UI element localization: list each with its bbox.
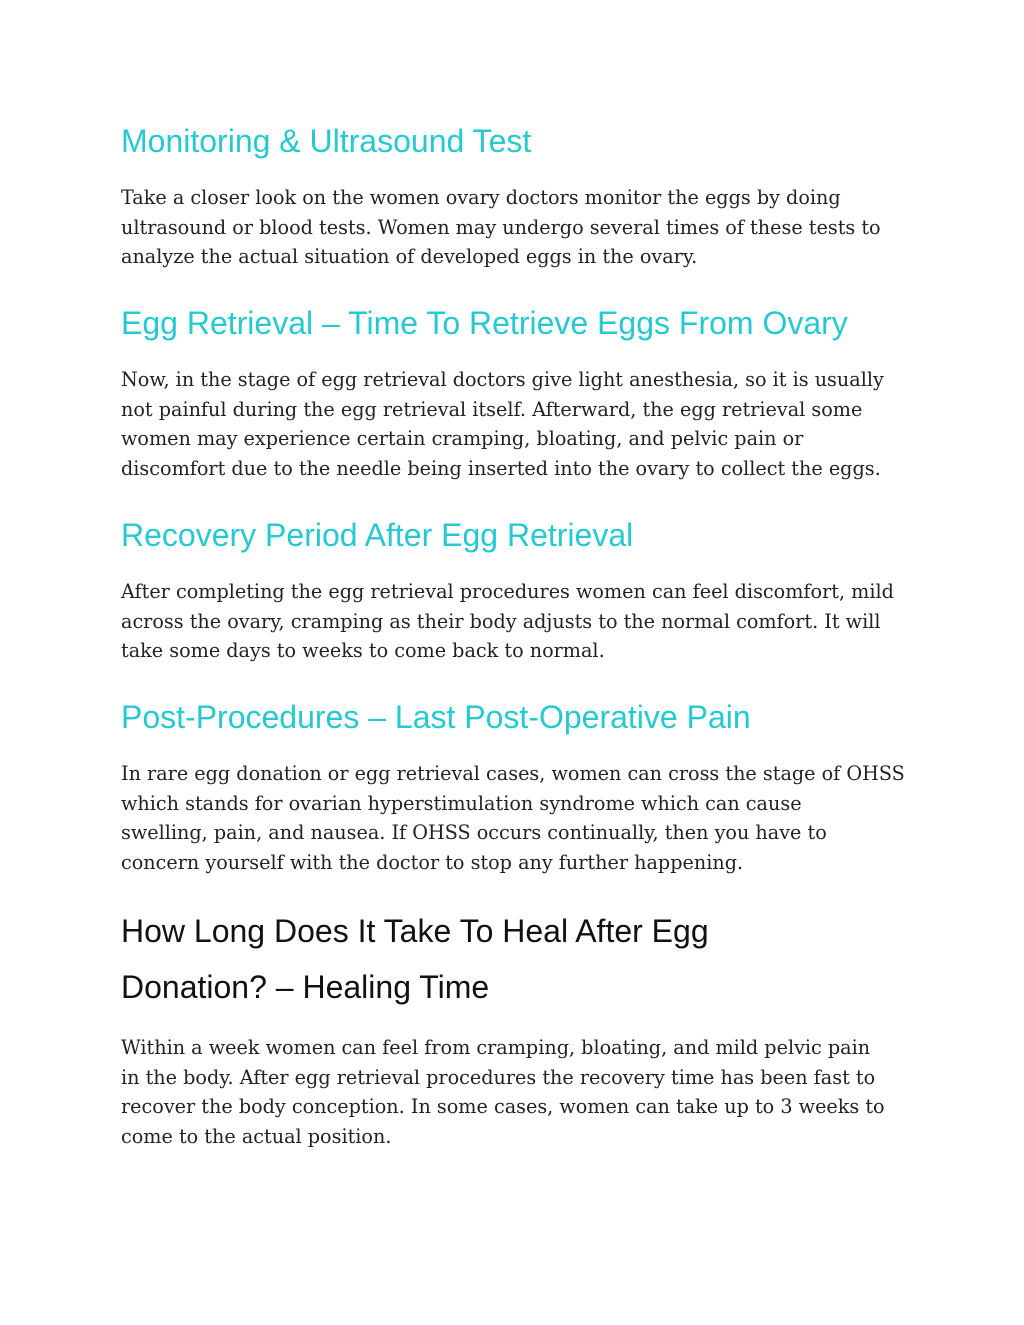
section-post-procedures [121,689,911,877]
section-healing-time [121,903,911,1151]
section-heading: Post-Procedures – Last Post-Operative Pain [121,699,751,735]
section-paragraph: After completing the egg retrieval procedures women can feel discomfort, mild across the ovary, cramping as their body adjusts to the normal comfort. It will take some days to weeks to come back to normal. [121,580,894,663]
section-heading: Recovery Period After Egg Retrieval [121,517,634,553]
section-recovery-period [121,507,911,666]
section-heading: Egg Retrieval – Time To Retrieve Eggs From Ovary [121,305,848,341]
section-paragraph: In rare egg donation or egg retrieval cases, women can cross the stage of OHSS which stands for ovarian hyperstimulation syndrome which can cause swelling, pain, and nausea. If OHSS occurs continually, then you have to concern yourself with the doctor to stop any further happening. [121,762,905,874]
section-heading: How Long Does It Take To Heal After Egg Donation? – Healing Time [121,913,709,1005]
section-heading: Monitoring & Ultrasound Test [121,123,532,159]
section-monitoring-ultrasound [121,113,911,272]
section-paragraph: Within a week women can feel from cramping, bloating, and mild pelvic pain in the body. After egg retrieval procedures the recovery time has been fast to recover the body conception. In some cases, women can take up to 3 weeks to come to the actual position. [121,1036,885,1148]
section-egg-retrieval [121,295,911,483]
section-paragraph: Take a closer look on the women ovary doctors monitor the eggs by doing ultrasound or blood tests. Women may undergo several times of these tests to analyze the actual situation of developed eggs in the ovary. [121,186,881,269]
section-paragraph: Now, in the stage of egg retrieval doctors give light anesthesia, so it is usually not painful during the egg retrieval itself. Afterward, the egg retrieval some women may experience certain cramping, bloating, and pelvic pain or discomfort due to the needle being inserted into the ovary to collect the eggs. [121,368,884,480]
